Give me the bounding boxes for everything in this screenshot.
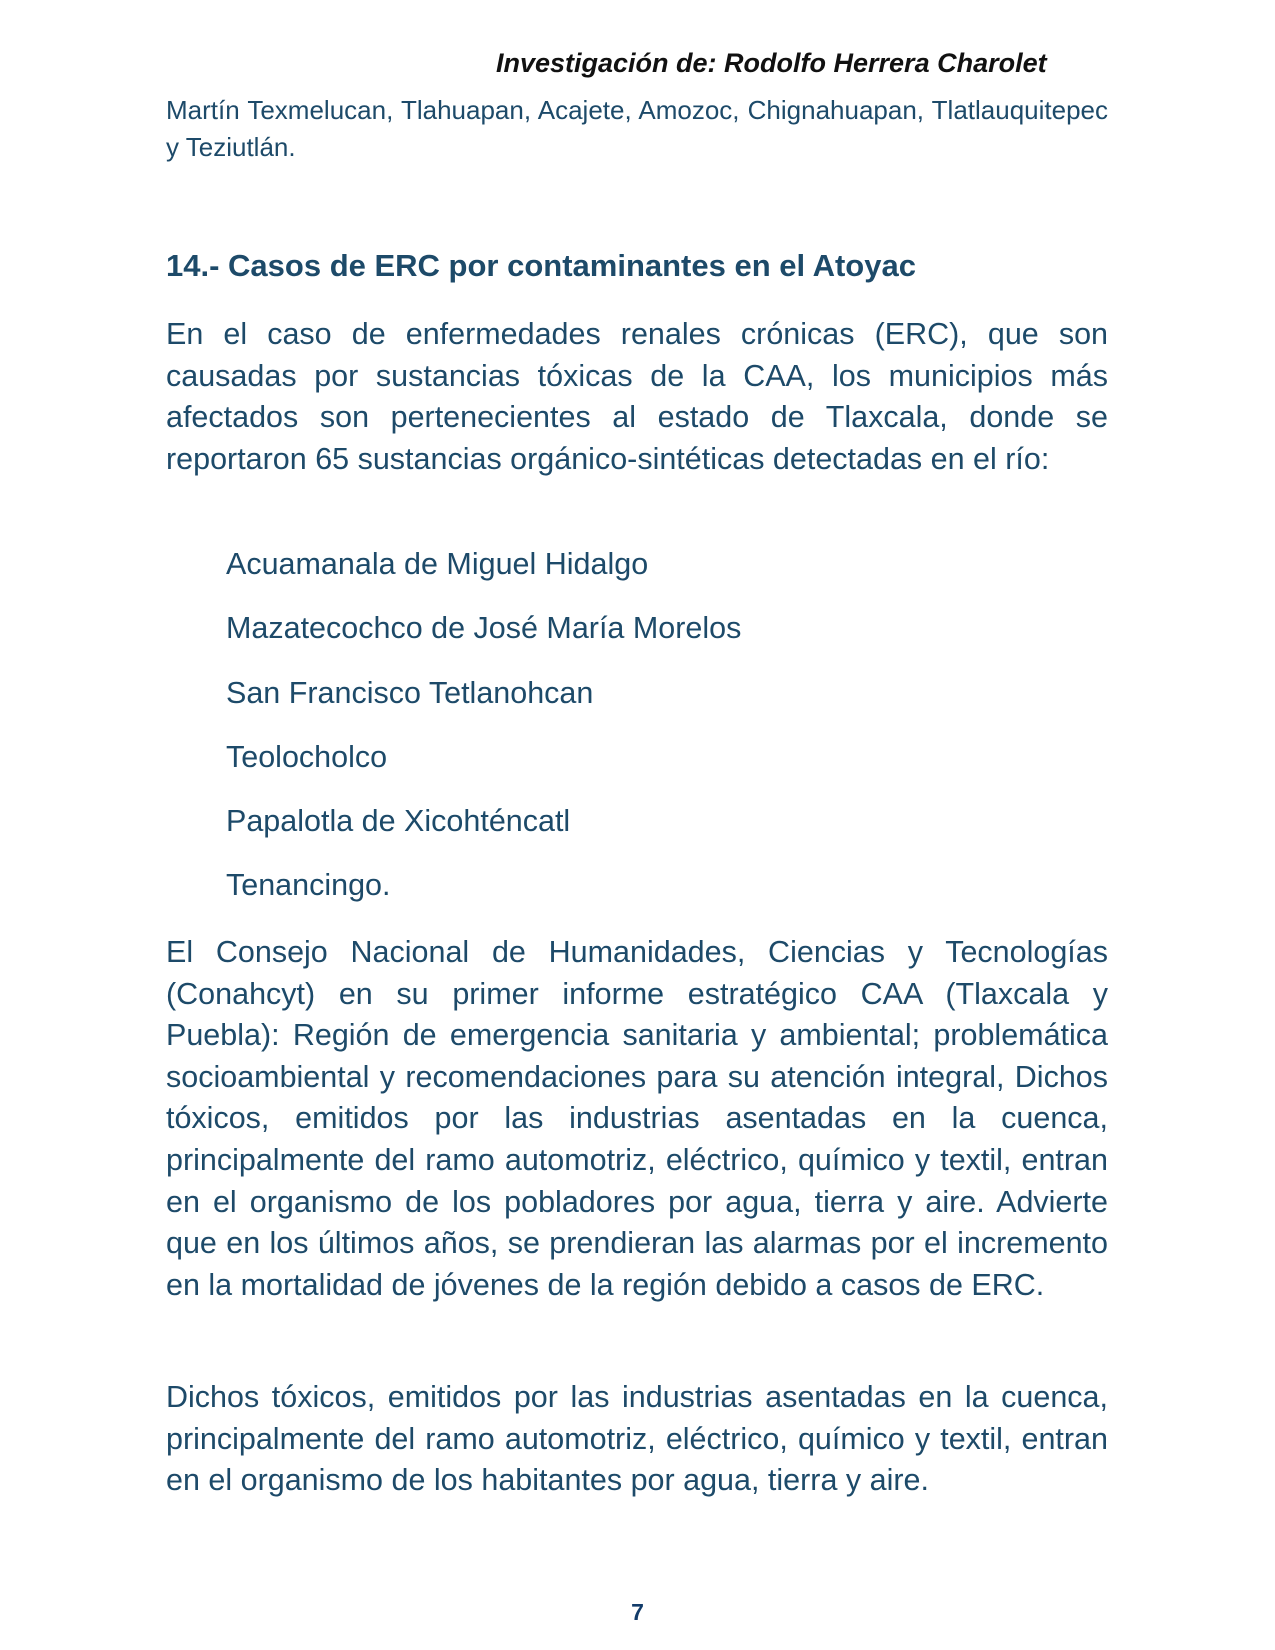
municipality-list — [226, 544, 741, 930]
page-number: 7 — [631, 1599, 644, 1625]
list-item: Mazatecochco de José María Morelos — [226, 611, 742, 646]
list-item: Tenancingo. — [226, 868, 391, 903]
list-item: San Francisco Tetlanohcan — [226, 675, 594, 710]
paragraph-conahcyt-report: El Consejo Nacional de Humanidades, Ciencias y Tecnologías (Conahcyt) en su primer informe estratégico CAA (Tlaxcala y Puebla): Región de emergencia sanitaria y ambiental; problemática socioambiental y recomendaciones para su atención integral, Dichos tóxicos, emitidos por las industrias asentadas en la cuenca, principalmente del ramo automotriz, eléctrico, químico y textil, entran en el organismo de los pobladores por agua, tierra y aire. Advierte que en los últimos años, se prendieran las alarmas por el incremento en la mortalidad de jóvenes de la región debido a casos de ERC. — [166, 935, 1108, 1302]
paragraph-toxics-summary: Dichos tóxicos, emitidos por las industrias asentadas en la cuenca, principalmente del ramo automotriz, eléctrico, químico y textil, entran en el organismo de los habitantes por agua, tierra y aire. — [166, 1380, 1108, 1498]
list-item: Papalotla de Xicohténcatl — [226, 804, 571, 839]
list-item: Teolocholco — [226, 739, 388, 774]
section-heading: 14.- Casos de ERC por contaminantes en el Atoyac — [166, 248, 916, 283]
intro-paragraph: Martín Texmelucan, Tlahuapan, Acajete, Amozoc, Chignahuapan, Tlatlauquitepec y Teziutlán. — [166, 95, 1108, 162]
paragraph-erc-intro: En el caso de enfermedades renales crónicas (ERC), que son causadas por sustancias tóxicas de la CAA, los municipios más afectados son pertenecientes al estado de Tlaxcala, donde se reportaron 65 sustancias orgánico-sintéticas detectadas en el río: — [166, 317, 1108, 476]
author-header: Investigación de: Rodolfo Herrera Charolet — [496, 48, 1047, 78]
list-item: Acuamanala de Miguel Hidalgo — [226, 547, 649, 581]
